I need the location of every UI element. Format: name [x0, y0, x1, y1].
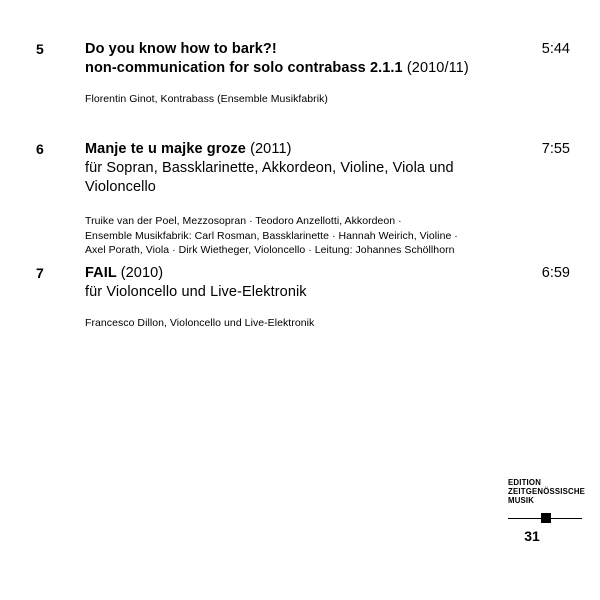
logo-line-1: EDITION: [508, 478, 542, 487]
track-year: (2011): [250, 141, 292, 157]
logo-line-3: MUSIK: [508, 496, 535, 506]
track-subtitle-text: non-communication for solo contrabass 2.1.1: [85, 60, 403, 76]
track-content: [85, 140, 485, 258]
logo-square-mark: [541, 513, 551, 523]
track-year: (2010): [120, 265, 164, 281]
performer-line: Truike van der Poel, Mezzosopran · Teodoro Anzellotti, Akkordeon ·: [85, 215, 402, 227]
track-subtitle: für Sopran, Bassklarinette, Akkordeon, Violine, Viola und Violoncello: [85, 160, 454, 195]
track-performers: [85, 214, 485, 258]
performer-line: Axel Porath, Viola · Dirk Wietheger, Violoncello · Leitung: Johannes Schöllhorn: [85, 244, 455, 256]
track-title-text: Manje te u majke groze: [85, 141, 246, 157]
track-subtitle: [85, 59, 485, 78]
track-content: [85, 264, 485, 331]
track-title: [85, 140, 485, 159]
track-duration: 5:44: [541, 41, 570, 57]
track-duration: 7:55: [541, 141, 570, 157]
track-performers: [85, 92, 485, 107]
track-subtitle: für Violoncello und Live-Elektronik: [85, 284, 307, 300]
track-title: [85, 40, 485, 59]
track-year: (2010/11): [406, 60, 469, 76]
track-number: 6: [36, 141, 44, 157]
page-number: 31: [524, 528, 540, 544]
performer-line: Florentin Ginot, Kontrabass (Ensemble Musikfabrik): [85, 93, 328, 105]
track-number: 5: [36, 41, 44, 57]
logo-line-2: ZEITGENÖSSISCHE: [508, 487, 586, 497]
track-performers: [85, 316, 485, 331]
performer-line: Ensemble Musikfabrik: Carl Rosman, Bassklarinette · Hannah Weirich, Violine ·: [85, 229, 458, 242]
publisher-logo: [508, 478, 586, 506]
track-duration: 6:59: [541, 265, 570, 281]
track-title-text: Do you know how to bark?!: [85, 41, 277, 57]
track-content: [85, 40, 485, 107]
track-title: [85, 264, 485, 283]
track-number: 7: [36, 265, 44, 281]
performer-line: Francesco Dillon, Violoncello und Live-Elektronik: [85, 317, 315, 329]
track-title-text: FAIL: [85, 265, 117, 281]
